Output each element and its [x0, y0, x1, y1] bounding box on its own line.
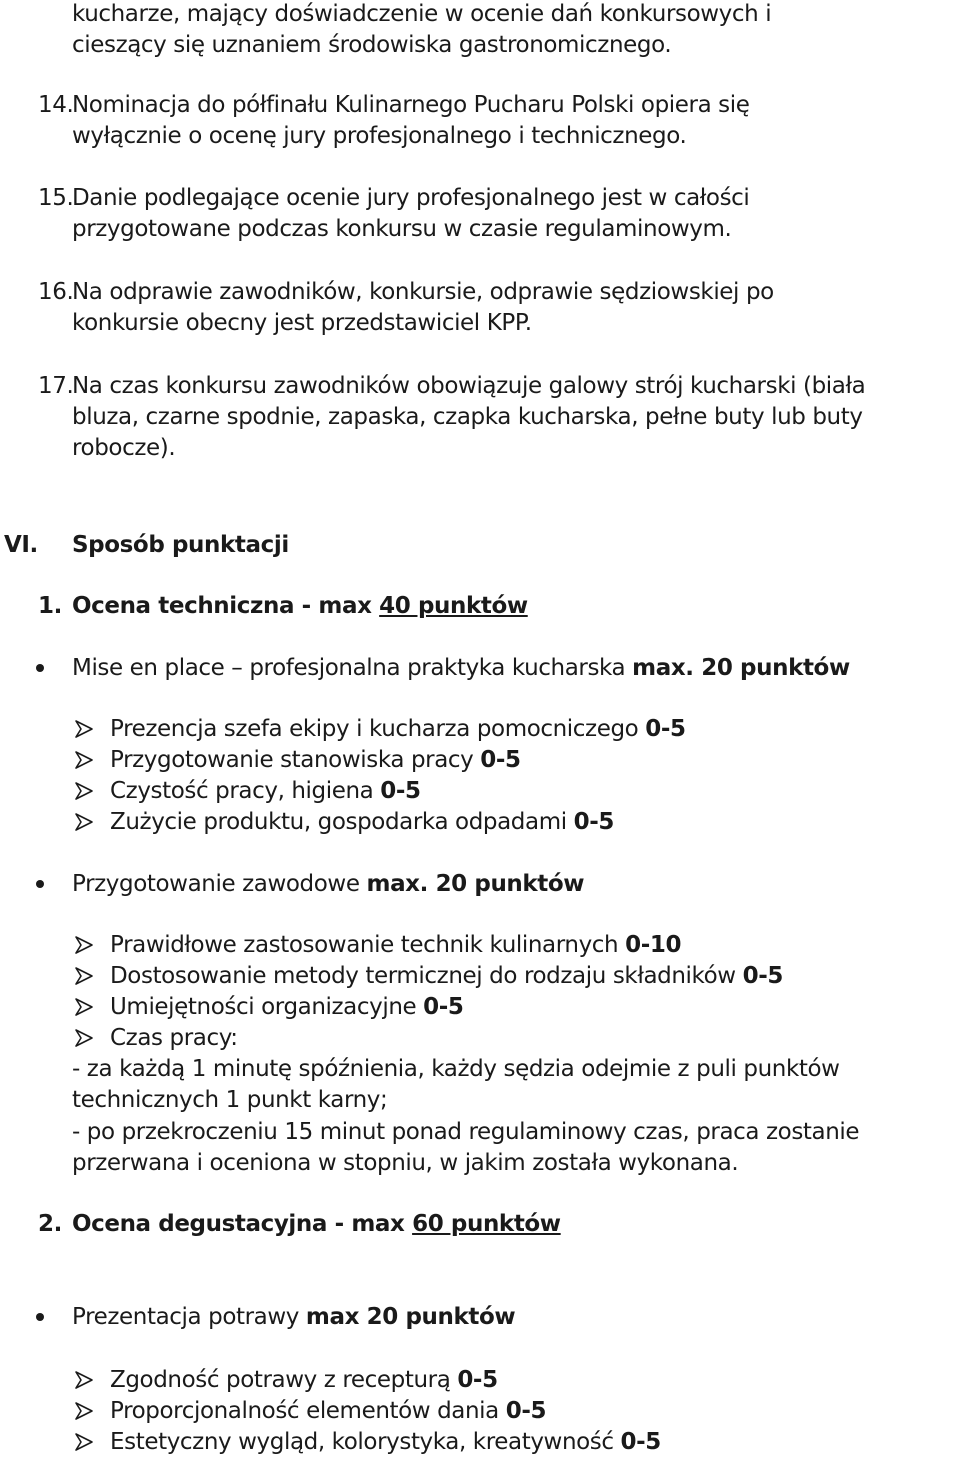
- prez-heading: [72, 1303, 515, 1331]
- ocena-tech-number: 1.: [38, 593, 62, 619]
- arrow-bullet-icon: [74, 781, 94, 801]
- ocena-deg-heading: [72, 1210, 561, 1238]
- przyg-label: Przygotowanie zawodowe: [72, 871, 367, 897]
- rule-14-number: 14.: [38, 92, 74, 118]
- bullet-icon: [36, 664, 44, 672]
- intro-line-1: kucharze, mający doświadczenie w ocenie dań konkursowych i: [72, 1, 772, 27]
- ocena-tech-points: 40 punktów: [379, 593, 528, 619]
- arrow-bullet-icon: [74, 1028, 94, 1048]
- przyg-item-3: Umiejętności organizacyjne 0-5: [110, 994, 464, 1020]
- arrow-bullet-icon: [74, 966, 94, 986]
- mise-max: max. 20 punktów: [632, 655, 850, 681]
- czas-line-3: - po przekroczeniu 15 minut ponad regulaminowy czas, praca zostanie: [72, 1119, 860, 1145]
- prez-item-1: Zgodność potrawy z recepturą 0-5: [110, 1367, 498, 1393]
- rule-17-line-2: bluza, czarne spodnie, zapaska, czapka kucharska, pełne buty lub buty: [72, 404, 863, 430]
- prez-item-2: Proporcjonalność elementów dania 0-5: [110, 1398, 547, 1424]
- section-title: Sposób punktacji: [72, 532, 289, 558]
- rule-17-number: 17.: [38, 373, 74, 399]
- prez-item-3: Estetyczny wygląd, kolorystyka, kreatywność 0-5: [110, 1429, 661, 1455]
- rule-15-line-1: Danie podlegające ocenie jury profesjonalnego jest w całości: [72, 185, 750, 211]
- arrow-bullet-icon: [74, 997, 94, 1017]
- arrow-bullet-icon: [74, 1370, 94, 1390]
- prez-max: max 20 punktów: [305, 1304, 516, 1330]
- arrow-bullet-icon: [74, 935, 94, 955]
- przyg-item-4: Czas pracy:: [110, 1025, 238, 1051]
- rule-15-line-2: przygotowane podczas konkursu w czasie regulaminowym.: [72, 216, 732, 242]
- przyg-item-1: Prawidłowe zastosowanie technik kulinarnych 0-10: [110, 932, 682, 958]
- rule-14-line-1: Nominacja do półfinału Kulinarnego Pucharu Polski opiera się: [72, 92, 750, 118]
- rule-16-number: 16.: [38, 279, 74, 305]
- ocena-deg-number: 2.: [38, 1211, 62, 1237]
- mise-item-3: Czystość pracy, higiena 0-5: [110, 778, 421, 804]
- arrow-bullet-icon: [74, 1401, 94, 1421]
- rule-14-line-2: wyłącznie o ocenę jury profesjonalnego i technicznego.: [72, 123, 687, 149]
- mise-heading: [72, 654, 850, 682]
- czas-line-2: technicznych 1 punkt karny;: [72, 1087, 388, 1113]
- arrow-bullet-icon: [74, 750, 94, 770]
- czas-line-1: - za każdą 1 minutę spóźnienia, każdy sędzia odejmie z puli punktów: [72, 1056, 840, 1082]
- rule-17-line-3: robocze).: [72, 435, 176, 461]
- prez-label: Prezentacja potrawy: [72, 1304, 306, 1330]
- przyg-item-2: Dostosowanie metody termicznej do rodzaju składników 0-5: [110, 963, 783, 989]
- mise-item-2: Przygotowanie stanowiska pracy 0-5: [110, 747, 521, 773]
- section-number: VI.: [4, 532, 38, 558]
- rule-16-line-2: konkursie obecny jest przedstawiciel KPP.: [72, 310, 532, 336]
- bullet-icon: [36, 880, 44, 888]
- rule-15-number: 15.: [38, 185, 74, 211]
- przyg-max: max. 20 punktów: [366, 871, 585, 897]
- intro-line-2: cieszący się uznaniem środowiska gastronomicznego.: [72, 32, 672, 58]
- mise-label: Mise en place – profesjonalna praktyka kucharska: [72, 655, 633, 681]
- ocena-deg-label: Ocena degustacyjna - max: [72, 1211, 413, 1237]
- arrow-bullet-icon: [74, 719, 94, 739]
- arrow-bullet-icon: [74, 1432, 94, 1452]
- ocena-tech-label: Ocena techniczna - max: [72, 593, 380, 619]
- ocena-deg-points: 60 punktów: [412, 1211, 561, 1237]
- rule-17-line-1: Na czas konkursu zawodników obowiązuje galowy strój kucharski (biała: [72, 373, 866, 399]
- czas-line-4: przerwana i oceniona w stopniu, w jakim została wykonana.: [72, 1150, 739, 1176]
- przyg-heading: [72, 870, 584, 898]
- mise-item-1: Prezencja szefa ekipy i kucharza pomocniczego 0-5: [110, 716, 686, 742]
- bullet-icon: [36, 1313, 44, 1321]
- mise-item-4: Zużycie produktu, gospodarka odpadami 0-5: [110, 809, 614, 835]
- rule-16-line-1: Na odprawie zawodników, konkursie, odprawie sędziowskiej po: [72, 279, 774, 305]
- arrow-bullet-icon: [74, 812, 94, 832]
- ocena-tech-heading: [72, 592, 528, 620]
